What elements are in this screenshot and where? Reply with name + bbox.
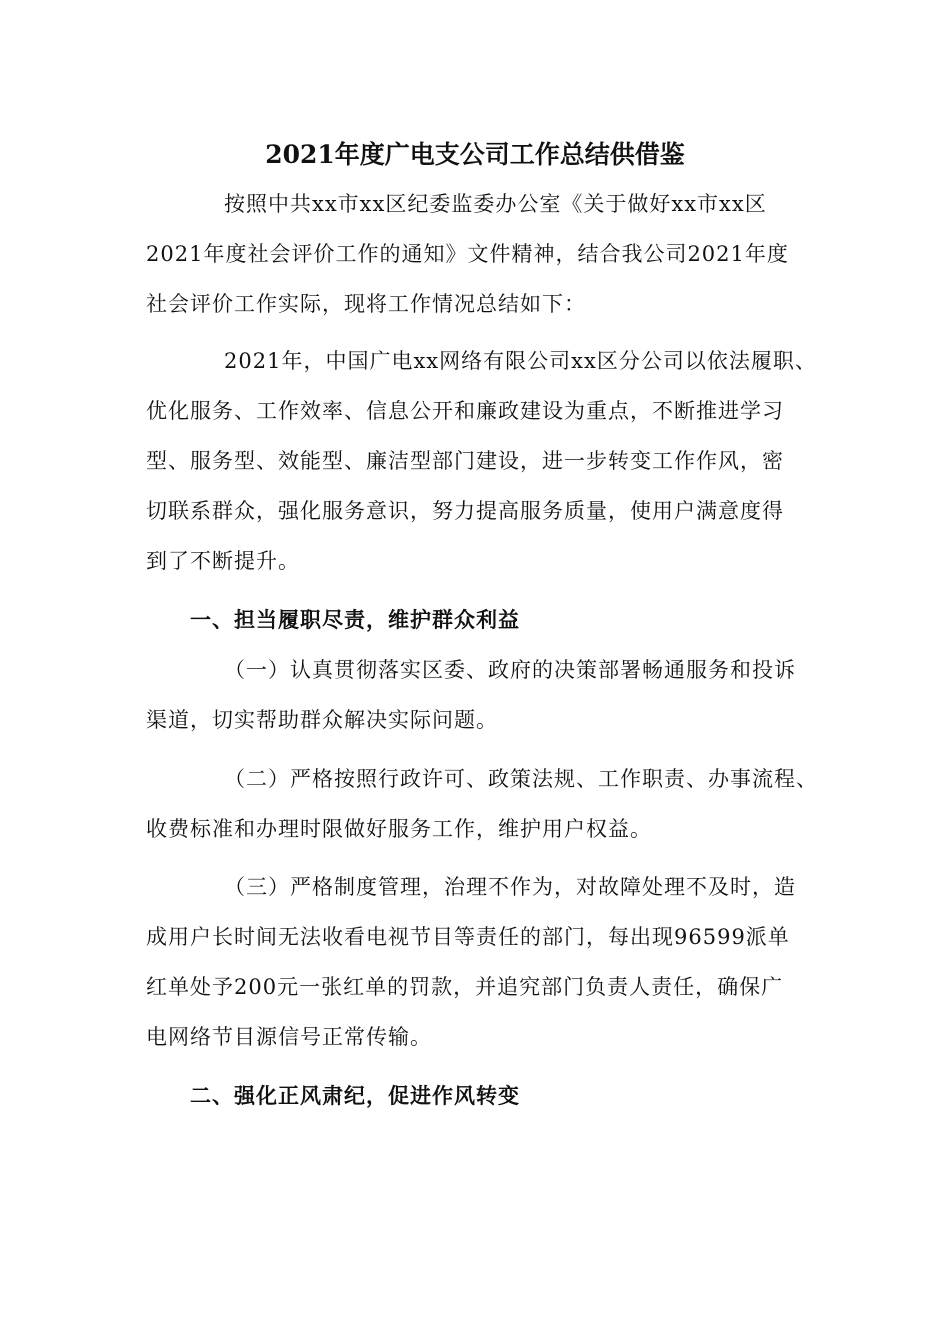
item-line: （一）认真贯彻落实区委、政府的决策部署畅通服务和投诉 bbox=[224, 658, 796, 682]
intro-line: 社会评价工作实际，现将工作情况总结如下： bbox=[146, 292, 586, 316]
item-line: （三）严格制度管理，治理不作为，对故障处理不及时，造 bbox=[224, 875, 796, 899]
document-title: 2021年度广电支公司工作总结供借鉴 bbox=[265, 140, 685, 169]
paragraph-line: 到了不断提升。 bbox=[146, 549, 300, 573]
item-line: （二）严格按照行政许可、政策法规、工作职责、办事流程、 bbox=[224, 767, 818, 791]
item-line: 成用户长时间无法收看电视节目等责任的部门，每出现96599派单 bbox=[146, 925, 790, 949]
paragraph-line: 2021年，中国广电xx网络有限公司xx区分公司以依法履职、 bbox=[224, 349, 817, 373]
item-line: 收费标准和办理时限做好服务工作，维护用户权益。 bbox=[146, 817, 652, 841]
paragraph-line: 型、服务型、效能型、廉洁型部门建设，进一步转变工作作风，密 bbox=[146, 449, 784, 473]
section-heading: 二、强化正风肃纪，促进作风转变 bbox=[190, 1083, 520, 1108]
paragraph-line: 切联系群众，强化服务意识，努力提高服务质量，使用户满意度得 bbox=[146, 499, 784, 523]
item-line: 红单处予200元一张红单的罚款，并追究部门负责人责任，确保广 bbox=[146, 975, 784, 999]
intro-line: 2021年度社会评价工作的通知》文件精神，结合我公司2021年度 bbox=[146, 242, 789, 266]
item-line: 渠道，切实帮助群众解决实际问题。 bbox=[146, 708, 498, 732]
paragraph-line: 优化服务、工作效率、信息公开和廉政建设为重点，不断推进学习 bbox=[146, 399, 784, 423]
intro-line: 按照中共xx市xx区纪委监委办公室《关于做好xx市xx区 bbox=[224, 192, 767, 216]
item-line: 电网络节目源信号正常传输。 bbox=[146, 1025, 432, 1049]
section-heading: 一、担当履职尽责，维护群众利益 bbox=[190, 607, 520, 632]
